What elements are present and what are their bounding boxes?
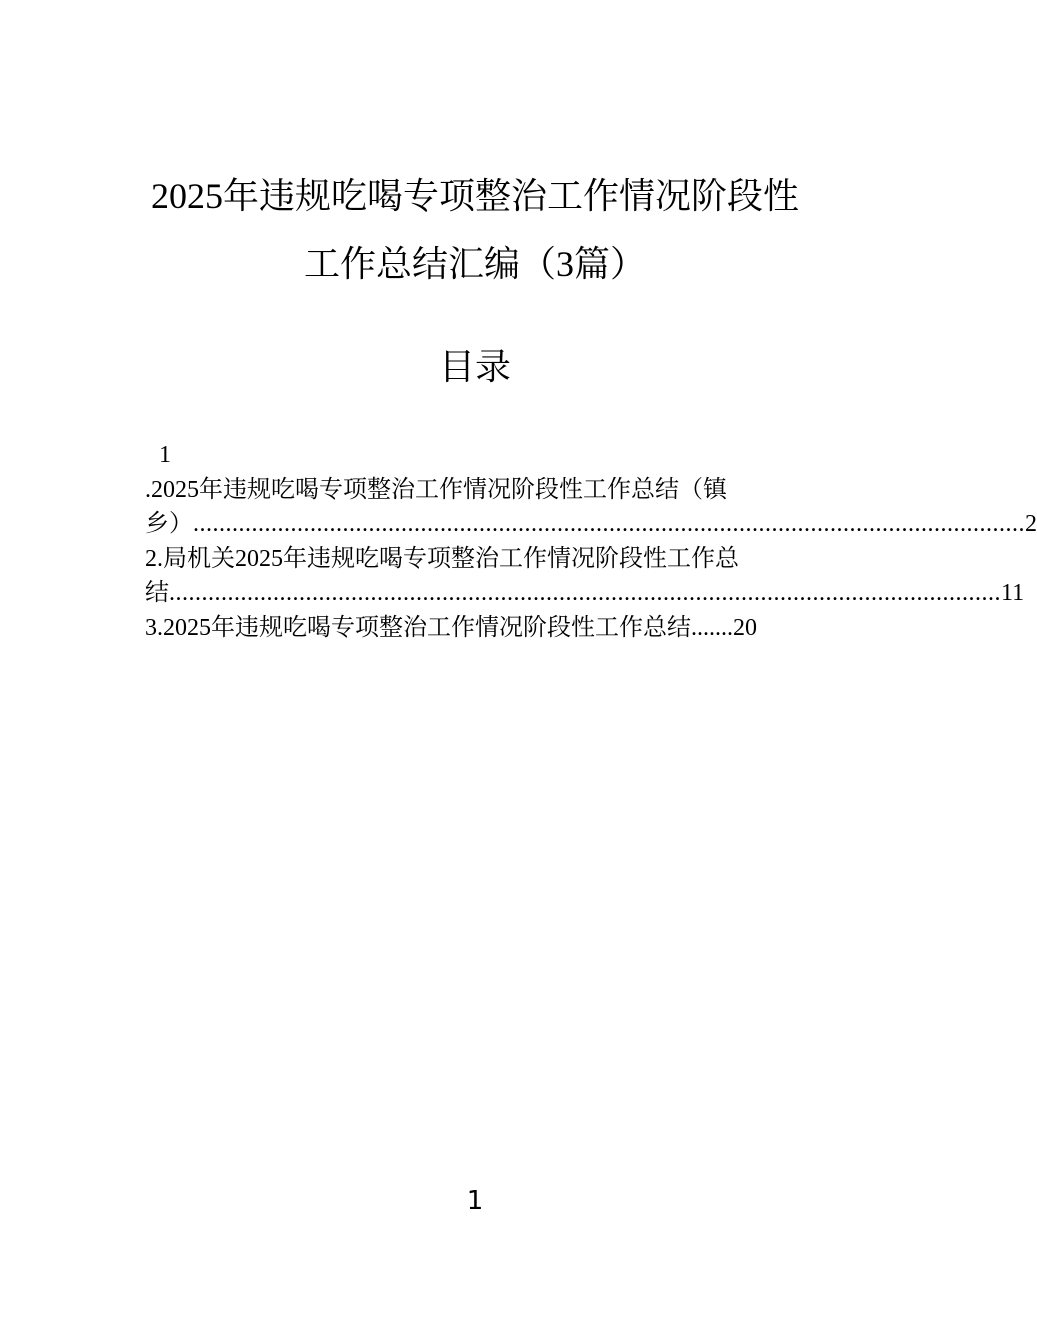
toc-item3-text[interactable]: 3.2025年违规吃喝专项整治工作情况阶段性工作总结: [145, 614, 691, 641]
toc-item2-text[interactable]: 2.局机关2025年违规吃喝专项整治工作情况阶段性工作总: [145, 545, 739, 572]
toc-item2-text-cont[interactable]: 结: [145, 580, 169, 606]
document-title-line1: 2025年违规吃喝专项整治工作情况阶段性: [150, 176, 799, 216]
toc-item1-page[interactable]: 2: [1025, 511, 1037, 537]
toc-dot-leader: ................................................................................................................................: [169, 580, 1001, 606]
toc-dot-leader: ................................................................................................................................: [193, 511, 1025, 537]
toc-item2-line2: [145, 576, 1025, 611]
toc-item1-line1: [145, 473, 807, 508]
toc-item1-text[interactable]: .2025年违规吃喝专项整治工作情况阶段性工作总结（镇: [145, 476, 727, 503]
toc-item2-line1: [145, 542, 807, 577]
toc-item2-page[interactable]: 11: [1001, 580, 1025, 606]
toc-item1-text-cont[interactable]: 乡）: [145, 511, 193, 537]
toc-item1-number-line: [145, 438, 807, 473]
toc-item1-number[interactable]: 1: [159, 442, 171, 468]
toc-item3-page[interactable]: 20: [733, 614, 757, 641]
toc-heading: 目录: [438, 347, 511, 388]
page-number: 1: [466, 1186, 484, 1216]
toc-dot-leader: .......: [691, 614, 733, 641]
toc-item3-line: [145, 611, 807, 646]
document-title-line2: 工作总结汇编（3篇）: [303, 244, 646, 284]
toc-item1-line2: [145, 507, 1037, 542]
table-of-contents: [145, 438, 1037, 645]
